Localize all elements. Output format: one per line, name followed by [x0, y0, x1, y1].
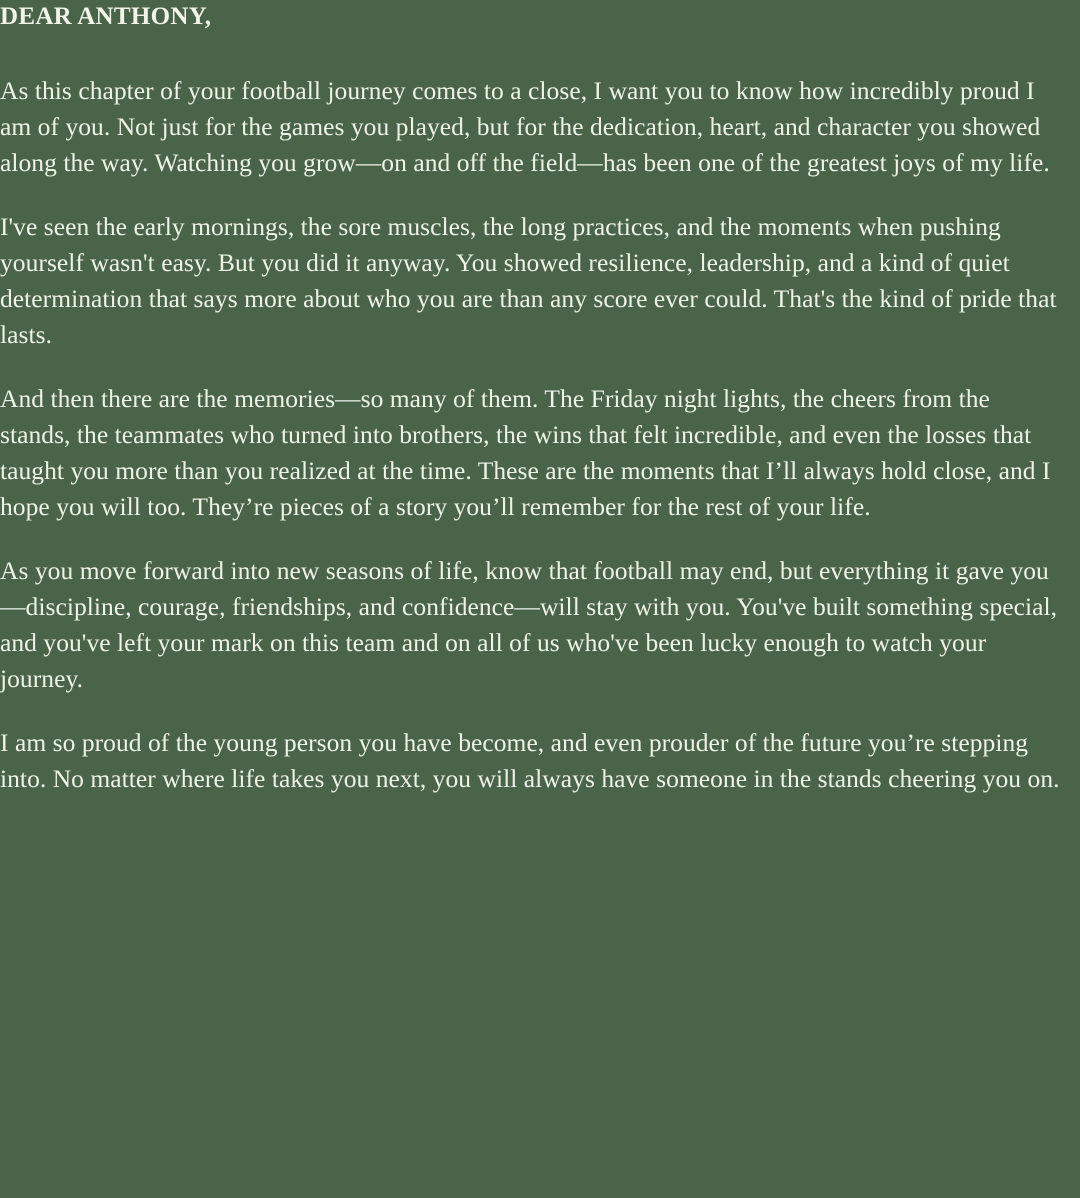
spacer	[0, 525, 1066, 553]
letter-paragraph-4: As you move forward into new seasons of life, know that football may end, but everything it gave you—discipline, courage, friendships, and confidence—will stay with you. You've built something special, and you've left your mark on this team and on all of us who've been lucky enough to watch your journey.	[0, 556, 1058, 693]
spacer	[0, 353, 1066, 381]
letter-paragraph-1: As this chapter of your football journey comes to a close, I want you to know how incredibly proud I am of you. Not just for the games you played, but for the dedication, heart, and character you showed along the way. Watching you grow—on and off the field—has been one of the greatest joys of my life.	[0, 76, 1050, 177]
letter-paragraph-2: I've seen the early mornings, the sore muscles, the long practices, and the moments when pushing yourself wasn't easy. But you did it anyway. You showed resilience, leadership, and a kind of quiet determination that says more about who you are than any score ever could. That's the kind of pride that lasts.	[0, 212, 1057, 349]
letter-paragraph-3: And then there are the memories—so many of them. The Friday night lights, the cheers from the stands, the teammates who turned into brothers, the wins that felt incredible, and even the losses that taught you more than you realized at the time. These are the moments that I’ll always hold close, and I hope you will too. They’re pieces of a story you’ll remember for the rest of your life.	[0, 384, 1051, 521]
letter-salutation: DEAR ANTHONY,	[0, 3, 212, 30]
spacer	[0, 32, 1066, 73]
letter-paragraph-5: I am so proud of the young person you have become, and even prouder of the future you’re stepping into. No matter where life takes you next, you will always have someone in the stands cheering you on.	[0, 728, 1060, 793]
spacer	[0, 181, 1066, 209]
spacer	[0, 697, 1066, 725]
